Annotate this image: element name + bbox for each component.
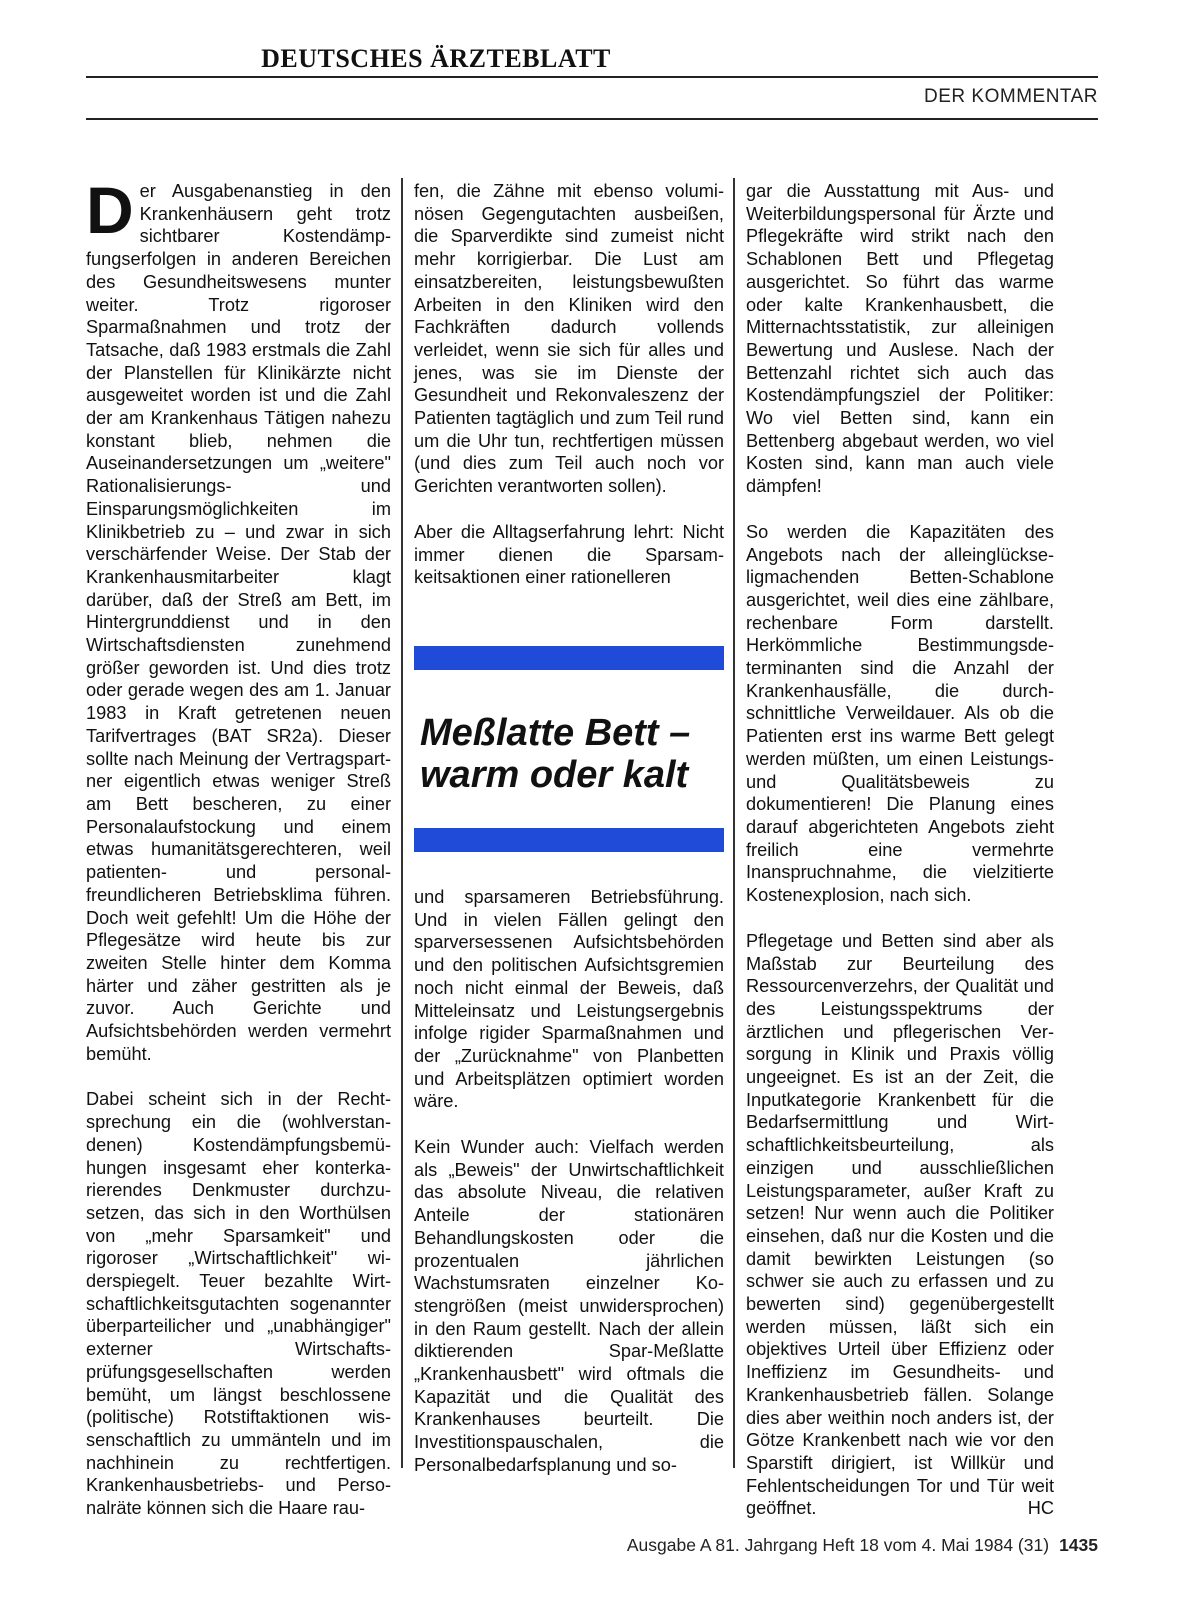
column-divider (733, 178, 735, 1468)
article-column-3 (746, 180, 1054, 1520)
section-label: DER KOMMENTAR (924, 86, 1098, 107)
headline-line-2: warm oder kalt (420, 754, 689, 796)
paragraph: So werden die Kapazitäten des Angebots nach der alleinglückseligmachenden Betten-Schablone ausgerichtet, weil dies eine zählbare, rechenbare Form darstellt. Herkömmliche Bestimmungsdeterminanten sind die Anzahl der Krankenhausfälle, die durchschnittliche Verweildauer. Als ob die Patienten erst ins warme Bett gelegt werden müßten, um einen Leistungs- und Qualitätsbeweis zu dokumentieren! Die Planung eines darauf abgerichteten Angebots zieht freilich eine vermehrte Inanspruchnahme, die vielzitierte Kostenexplosion, nach sich. (746, 521, 1054, 906)
paragraph: Dabei scheint sich in der Rechtsprechung ein die (wohlverstandenen) Kostendämpfungsbemühungen insgesamt eher konterkarierendes Denkmuster durchzusetzen, das sich in den Worthülsen von „mehr Sparsamkeit" und rigoroser „Wirtschaftlichkeit" widerspiegelt. Teuer bezahlte Wirtschaftlichkeitsgutachten sogenannter überparteilicher und „unabhängiger" externer Wirtschaftsprüfungsgesellschaften werden bemüht, um längst beschlossene (politische) Rotstiftaktionen wissenschaftlich zu ummänteln und im nachhinein zu rechtfertigen. Krankenhausbetriebs- und Personalräte können sich die Haare rau- (86, 1089, 391, 1519)
author-signature: HC (1027, 1498, 1054, 1519)
section-rule (86, 118, 1098, 120)
column-divider (401, 178, 403, 1468)
headline-line-1: Meßlatte Bett – (420, 712, 691, 754)
article-column-2-bottom (414, 886, 724, 1477)
paragraph: fen, die Zähne mit ebenso voluminösen Gegengutachten ausbeißen, die Sparverdikte sind zumeist nicht mehr korrigierbar. Die Lust am einsatzbereiten, leistungsbewußten Arbeiten in den Kliniken wird den Fachkräften dadurch vollends verleidet, wenn sie sich für alles und jenes, was sie im Dienste der Gesundheit und Rekonvaleszenz der Patienten tagtäglich und zum Teil rund um die Uhr tun, rechtfertigen müssen (und dies zum Teil auch noch vor Gerichten verantworten sollen). (414, 181, 724, 497)
page-footer (627, 1535, 1098, 1556)
article-column-1 (86, 173, 391, 1520)
drop-cap: D (86, 173, 134, 247)
accent-bar-bottom (414, 828, 724, 852)
article-column-2-top (414, 180, 724, 589)
issue-info: Ausgabe A 81. Jahrgang Heft 18 vom 4. Mai 1984 (31) (626, 1535, 1050, 1555)
accent-bar-top (414, 646, 724, 670)
paragraph: Pflegetage und Betten sind aber als Maßstab zur Beurteilung des Ressourcenverzehrs, der Qualität und des Leistungsspektrums der ärztlichen und pflegerischen Versorgung in Klinik und Praxis völlig ungeeignet. Es ist an der Zeit, die Inputkategorie Krankenbett für die Bedarfsermittlung und Wirtschaftlichkeitsbeurteilung, als einzigen und ausschließlichen Leistungsparameter, außer Kraft zu setzen! Nur wenn auch die Politiker einsehen, daß nur die Kosten und die damit bewirkten Leistungen (so schwer sie auch zu erfassen und zu bewerten sind) gegenübergestellt werden müssen, läßt sich ein objektives Urteil über Effizienz oder Ineffizienz im Gesundheits- und Krankenhausbetrieb fällen. Solange dies aber weithin noch anders ist, der Götze Krankenbett nach wie vor den Sparstift dirigiert, ist Willkür und Fehlentscheidungen Tor und Tür weit geöffnet. HC (746, 930, 1054, 1519)
paragraph: Kein Wunder auch: Vielfach werden als „Beweis" der Unwirtschaftlichkeit das absolute Niveau, die relativen Anteile der stationären Behandlungskosten oder die prozentualen jährlichen Wachstumsraten einzelner Kostengrößen (meist unwidersprochen) in den Raum gestellt. Nach der allein diktierenden Spar-Meßlatte „Krankenhausbett" wird oftmals die Kapazität und die Qualität des Krankenhauses beurteilt. Die Investitionspauschalen, die Personalbedarfsplanung und so- (414, 1137, 724, 1475)
paragraph: gar die Ausstattung mit Aus- und Weiterbildungspersonal für Ärzte und Pflegekräfte wird strikt nach den Schablonen Bett und Pflegetag ausgerichtet. So führt das warme oder kalte Krankenhausbett, die Mitternachtsstatistik, zur alleinigen Bewertung und Auslese. Nach der Bettenzahl richtet sich auch das Kostendämpfungsziel der Politiker: Wo viel Betten sind, kann ein Bettenberg abgebaut werden, wo viel Kosten sind, kann man auch viele dämpfen! (746, 181, 1054, 497)
masthead-rule (86, 76, 1098, 78)
paragraph: und sparsameren Betriebsführung. Und in vielen Fällen gelingt den sparversessenen Aufsichtsbehörden und den politischen Aufsichtsgremien noch nicht einmal der Beweis, daß Mitteleinsatz und Leistungsergebnis infolge rigider Sparmaßnahmen und der „Zurücknahme" von Planbetten und Arbeitsplätzen optimiert worden wäre. (414, 887, 724, 1112)
masthead-title: DEUTSCHES ÄRZTEBLATT (261, 44, 611, 73)
article-headline (420, 712, 730, 796)
page-number: 1435 (1059, 1535, 1098, 1555)
paragraph: Aber die Alltagserfahrung lehrt: Nicht immer dienen die Sparsamkeitsaktionen einer rationelleren (414, 521, 724, 588)
paragraph: Der Ausgabenanstieg in den Krankenhäusern geht trotz sichtbarer Kostendämpfungserfolgen in anderen Bereichen des Gesundheitswesens munter weiter. Trotz rigoroser Sparmaßnahmen und trotz der Tatsache, daß 1983 erstmals die Zahl der Planstellen für Klinikärzte nicht ausgeweitet worden ist und die Zahl der am Krankenhaus Tätigen nahezu konstant blieb, nehmen die Auseinandersetzungen um „weitere" Rationalisierungs- und Einsparungsmöglichkeiten im Klinikbetrieb zu – und zwar in sich verschärfender Weise. Der Stab der Krankenhausmitarbeiter klagt darüber, daß der Streß am Bett, im Hintergrunddienst und in den Wirtschaftsdiensten zunehmend größer geworden ist. Und dies trotz oder gerade wegen des am 1. Januar 1983 in Kraft getretenen neuen Tarifvertrages (BAT SR2a). Dieser sollte nach Meinung der Vertragspartner eigentlich etwas weniger Streß am Bett bescheren, zu einer Personalaufstockung und einem etwas humanitätsgerechteren, weil patienten- und personalfreundlicheren Betriebsklima führen. Doch weit gefehlt! Um die Höhe der Pflegesätze wird heute bis zur zweiten Stelle hinter dem Komma härter und zäher gestritten als je zuvor. Auch Gerichte und Aufsichtsbehörden werden vermehrt bemüht. (86, 173, 391, 1064)
